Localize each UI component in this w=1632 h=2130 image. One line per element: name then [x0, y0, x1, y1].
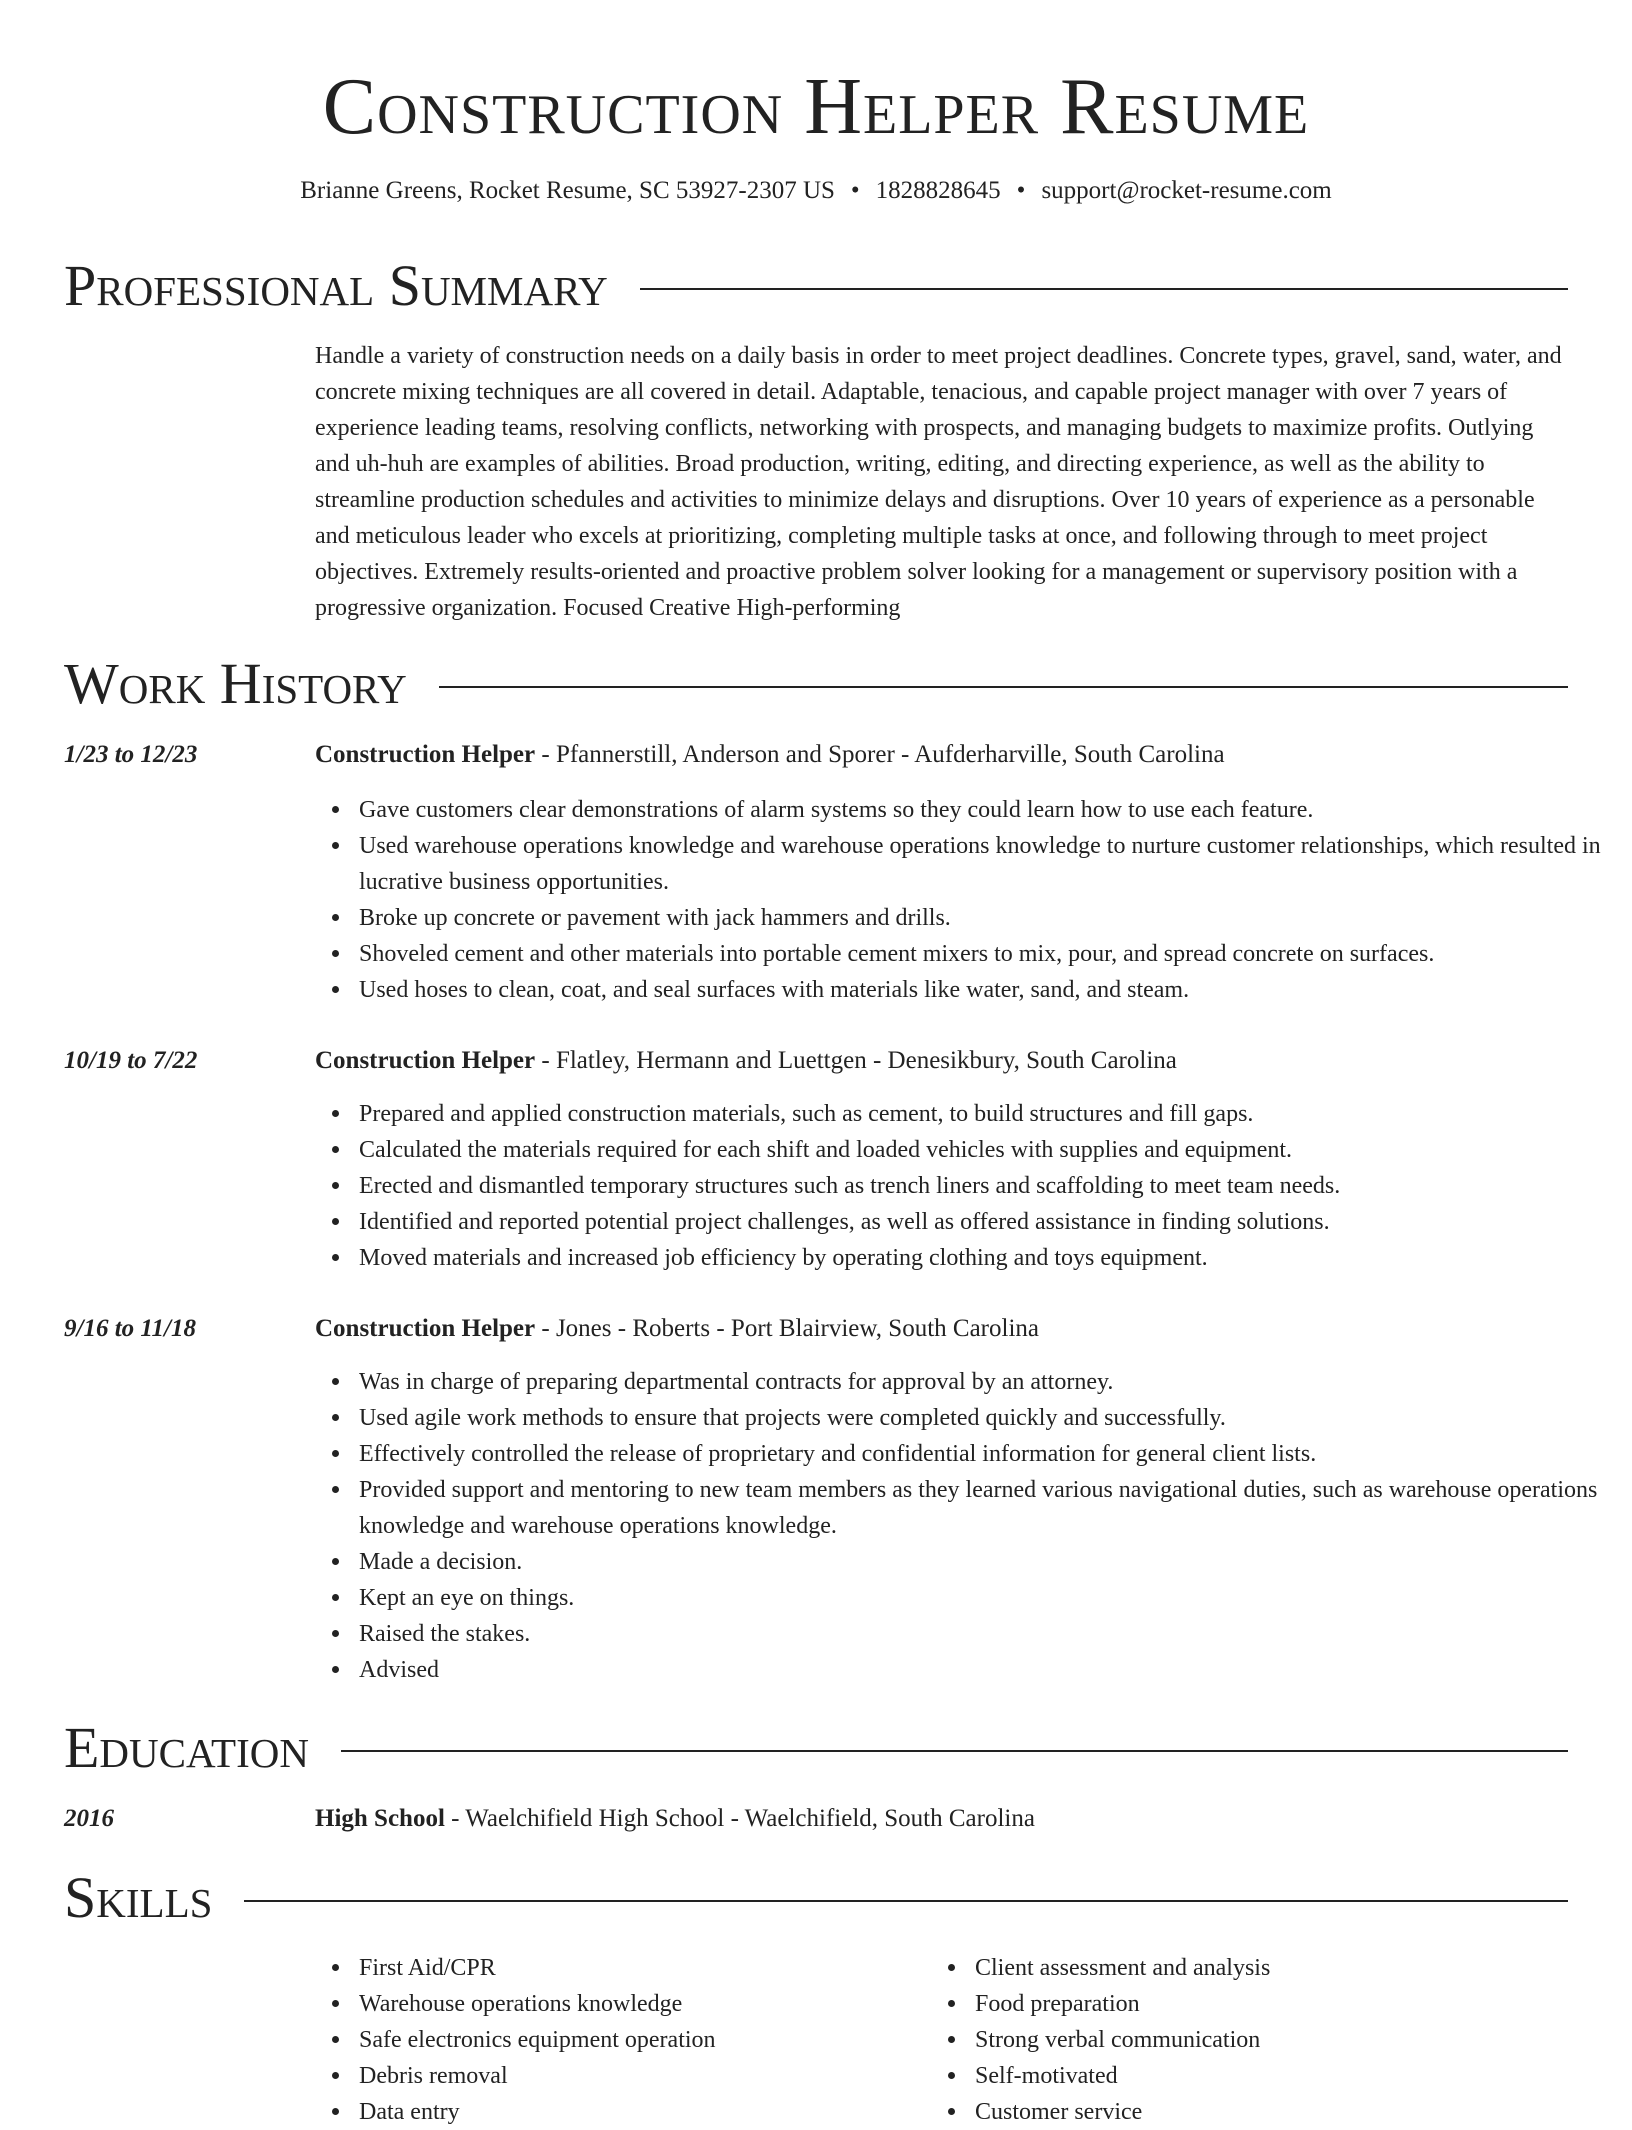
- contact-email: support@rocket-resume.com: [1041, 177, 1332, 204]
- contact-line: [0, 174, 1632, 208]
- job-employer: - Flatley, Hermann and Luettgen - Denesikbury, South Carolina: [535, 1047, 1177, 1074]
- section-title-skills: Skills: [64, 1865, 213, 1930]
- section-header-summary: [64, 254, 1568, 318]
- skill-item: Debris removal: [359, 2058, 919, 2094]
- list-item: Identified and reported potential project challenges, as well as offered assistance in finding solutions.: [359, 1204, 1609, 1240]
- summary-paragraph: Handle a variety of construction needs on a daily basis in order to meet project deadlines. Concrete types, gravel, sand, water, and concrete mixing techniques are all covered in detail. Adaptable, tenacious, and capable project manager with over 7 years of experience leading teams, resolving conflicts, networking with prospects, and managing budgets to maximize profits. Outlying and uh-huh are examples of abilities. Broad production, writing, editing, and directing experience, as well as the ability to streamline production schedules and activities to minimize delays and disruptions. Over 10 years of experience as a personable and meticulous leader who excels at prioritizing, completing multiple tasks at once, and following through to meet project objectives. Extremely results-oriented and proactive problem solver looking for a management or supervisory position with a progressive organization. Focused Creative High-performing: [315, 343, 1562, 621]
- job-date: 1/23 to 12/23: [64, 741, 198, 768]
- list-item: Shoveled cement and other materials into portable cement mixers to mix, pour, and spread concrete on surfaces.: [359, 936, 1609, 972]
- list-item: Used hoses to clean, coat, and seal surfaces with materials like water, sand, and steam.: [359, 972, 1609, 1008]
- skill-item: Data entry: [359, 2094, 919, 2130]
- job-duties-list: [315, 792, 1609, 1008]
- job-duties-list: [315, 1096, 1609, 1276]
- job-role: Construction Helper: [315, 741, 536, 768]
- section-divider: [439, 686, 1568, 688]
- list-item: Provided support and mentoring to new team members as they learned various navigational duties, such as warehouse operations knowledge and warehouse operations knowledge.: [359, 1472, 1609, 1544]
- education-degree: High School: [315, 1805, 445, 1832]
- job-role: Construction Helper: [315, 1047, 536, 1074]
- skill-item: Strong verbal communication: [975, 2022, 1535, 2058]
- section-header-skills: [64, 1866, 1568, 1930]
- list-item: Made a decision.: [359, 1544, 1609, 1580]
- education-date: 2016: [64, 1805, 114, 1832]
- skills-list-right: [931, 1950, 1535, 2130]
- list-item: Moved materials and increased job efficiency by operating clothing and toys equipment.: [359, 1240, 1609, 1276]
- list-item: Effectively controlled the release of proprietary and confidential information for general client lists.: [359, 1436, 1609, 1472]
- skill-item: Food preparation: [975, 1986, 1535, 2022]
- section-divider: [244, 1900, 1568, 1902]
- list-item: Erected and dismantled temporary structures such as trench liners and scaffolding to meet team needs.: [359, 1168, 1609, 1204]
- job-date: 9/16 to 11/18: [64, 1315, 196, 1342]
- section-header-education: [64, 1716, 1568, 1780]
- skills-list-left: [315, 1950, 919, 2130]
- list-item: Gave customers clear demonstrations of alarm systems so they could learn how to use each feature.: [359, 792, 1609, 828]
- list-item: Prepared and applied construction materials, such as cement, to build structures and fill gaps.: [359, 1096, 1609, 1132]
- contact-phone: 1828828645: [875, 177, 1001, 204]
- resume-title: Construction Helper Resume: [322, 63, 1310, 151]
- skill-item: Safe electronics equipment operation: [359, 2022, 919, 2058]
- list-item: Calculated the materials required for each shift and loaded vehicles with supplies and equipment.: [359, 1132, 1609, 1168]
- section-header-work-history: [64, 652, 1568, 716]
- job-role: Construction Helper: [315, 1315, 536, 1342]
- skill-item: Self-motivated: [975, 2058, 1535, 2094]
- section-divider: [341, 1750, 1568, 1752]
- list-item: Advised: [359, 1652, 1609, 1688]
- skill-item: Warehouse operations knowledge: [359, 1986, 919, 2022]
- contact-address: Brianne Greens, Rocket Resume, SC 53927-2307 US: [300, 177, 835, 204]
- section-divider: [640, 288, 1568, 290]
- list-item: Used warehouse operations knowledge and warehouse operations knowledge to nurture customer relationships, which resulted in lucrative business opportunities.: [359, 828, 1609, 900]
- skill-item: Client assessment and analysis: [975, 1950, 1535, 1986]
- job-heading: [315, 1312, 1039, 1346]
- list-item: Was in charge of preparing departmental contracts for approval by an attorney.: [359, 1364, 1609, 1400]
- section-title-summary: Professional Summary: [64, 253, 608, 318]
- list-item: Kept an eye on things.: [359, 1580, 1609, 1616]
- contact-separator: •: [850, 177, 860, 204]
- section-title-education: Education: [64, 1715, 309, 1780]
- skill-item: First Aid/CPR: [359, 1950, 919, 1986]
- job-heading: [315, 1044, 1177, 1078]
- contact-separator: •: [1016, 177, 1026, 204]
- education-heading: [315, 1802, 1035, 1836]
- list-item: Used agile work methods to ensure that projects were completed quickly and successfully.: [359, 1400, 1609, 1436]
- job-employer: - Jones - Roberts - Port Blairview, South Carolina: [535, 1315, 1039, 1342]
- section-title-work-history: Work History: [64, 651, 407, 716]
- job-date: 10/19 to 7/22: [64, 1047, 198, 1074]
- job-employer: - Pfannerstill, Anderson and Sporer - Aufderharville, South Carolina: [535, 741, 1225, 768]
- job-duties-list: [315, 1364, 1609, 1688]
- list-item: Raised the stakes.: [359, 1616, 1609, 1652]
- education-school: - Waelchifield High School - Waelchifield, South Carolina: [444, 1805, 1035, 1832]
- list-item: Broke up concrete or pavement with jack hammers and drills.: [359, 900, 1609, 936]
- skill-item: Customer service: [975, 2094, 1535, 2130]
- job-heading: [315, 738, 1225, 772]
